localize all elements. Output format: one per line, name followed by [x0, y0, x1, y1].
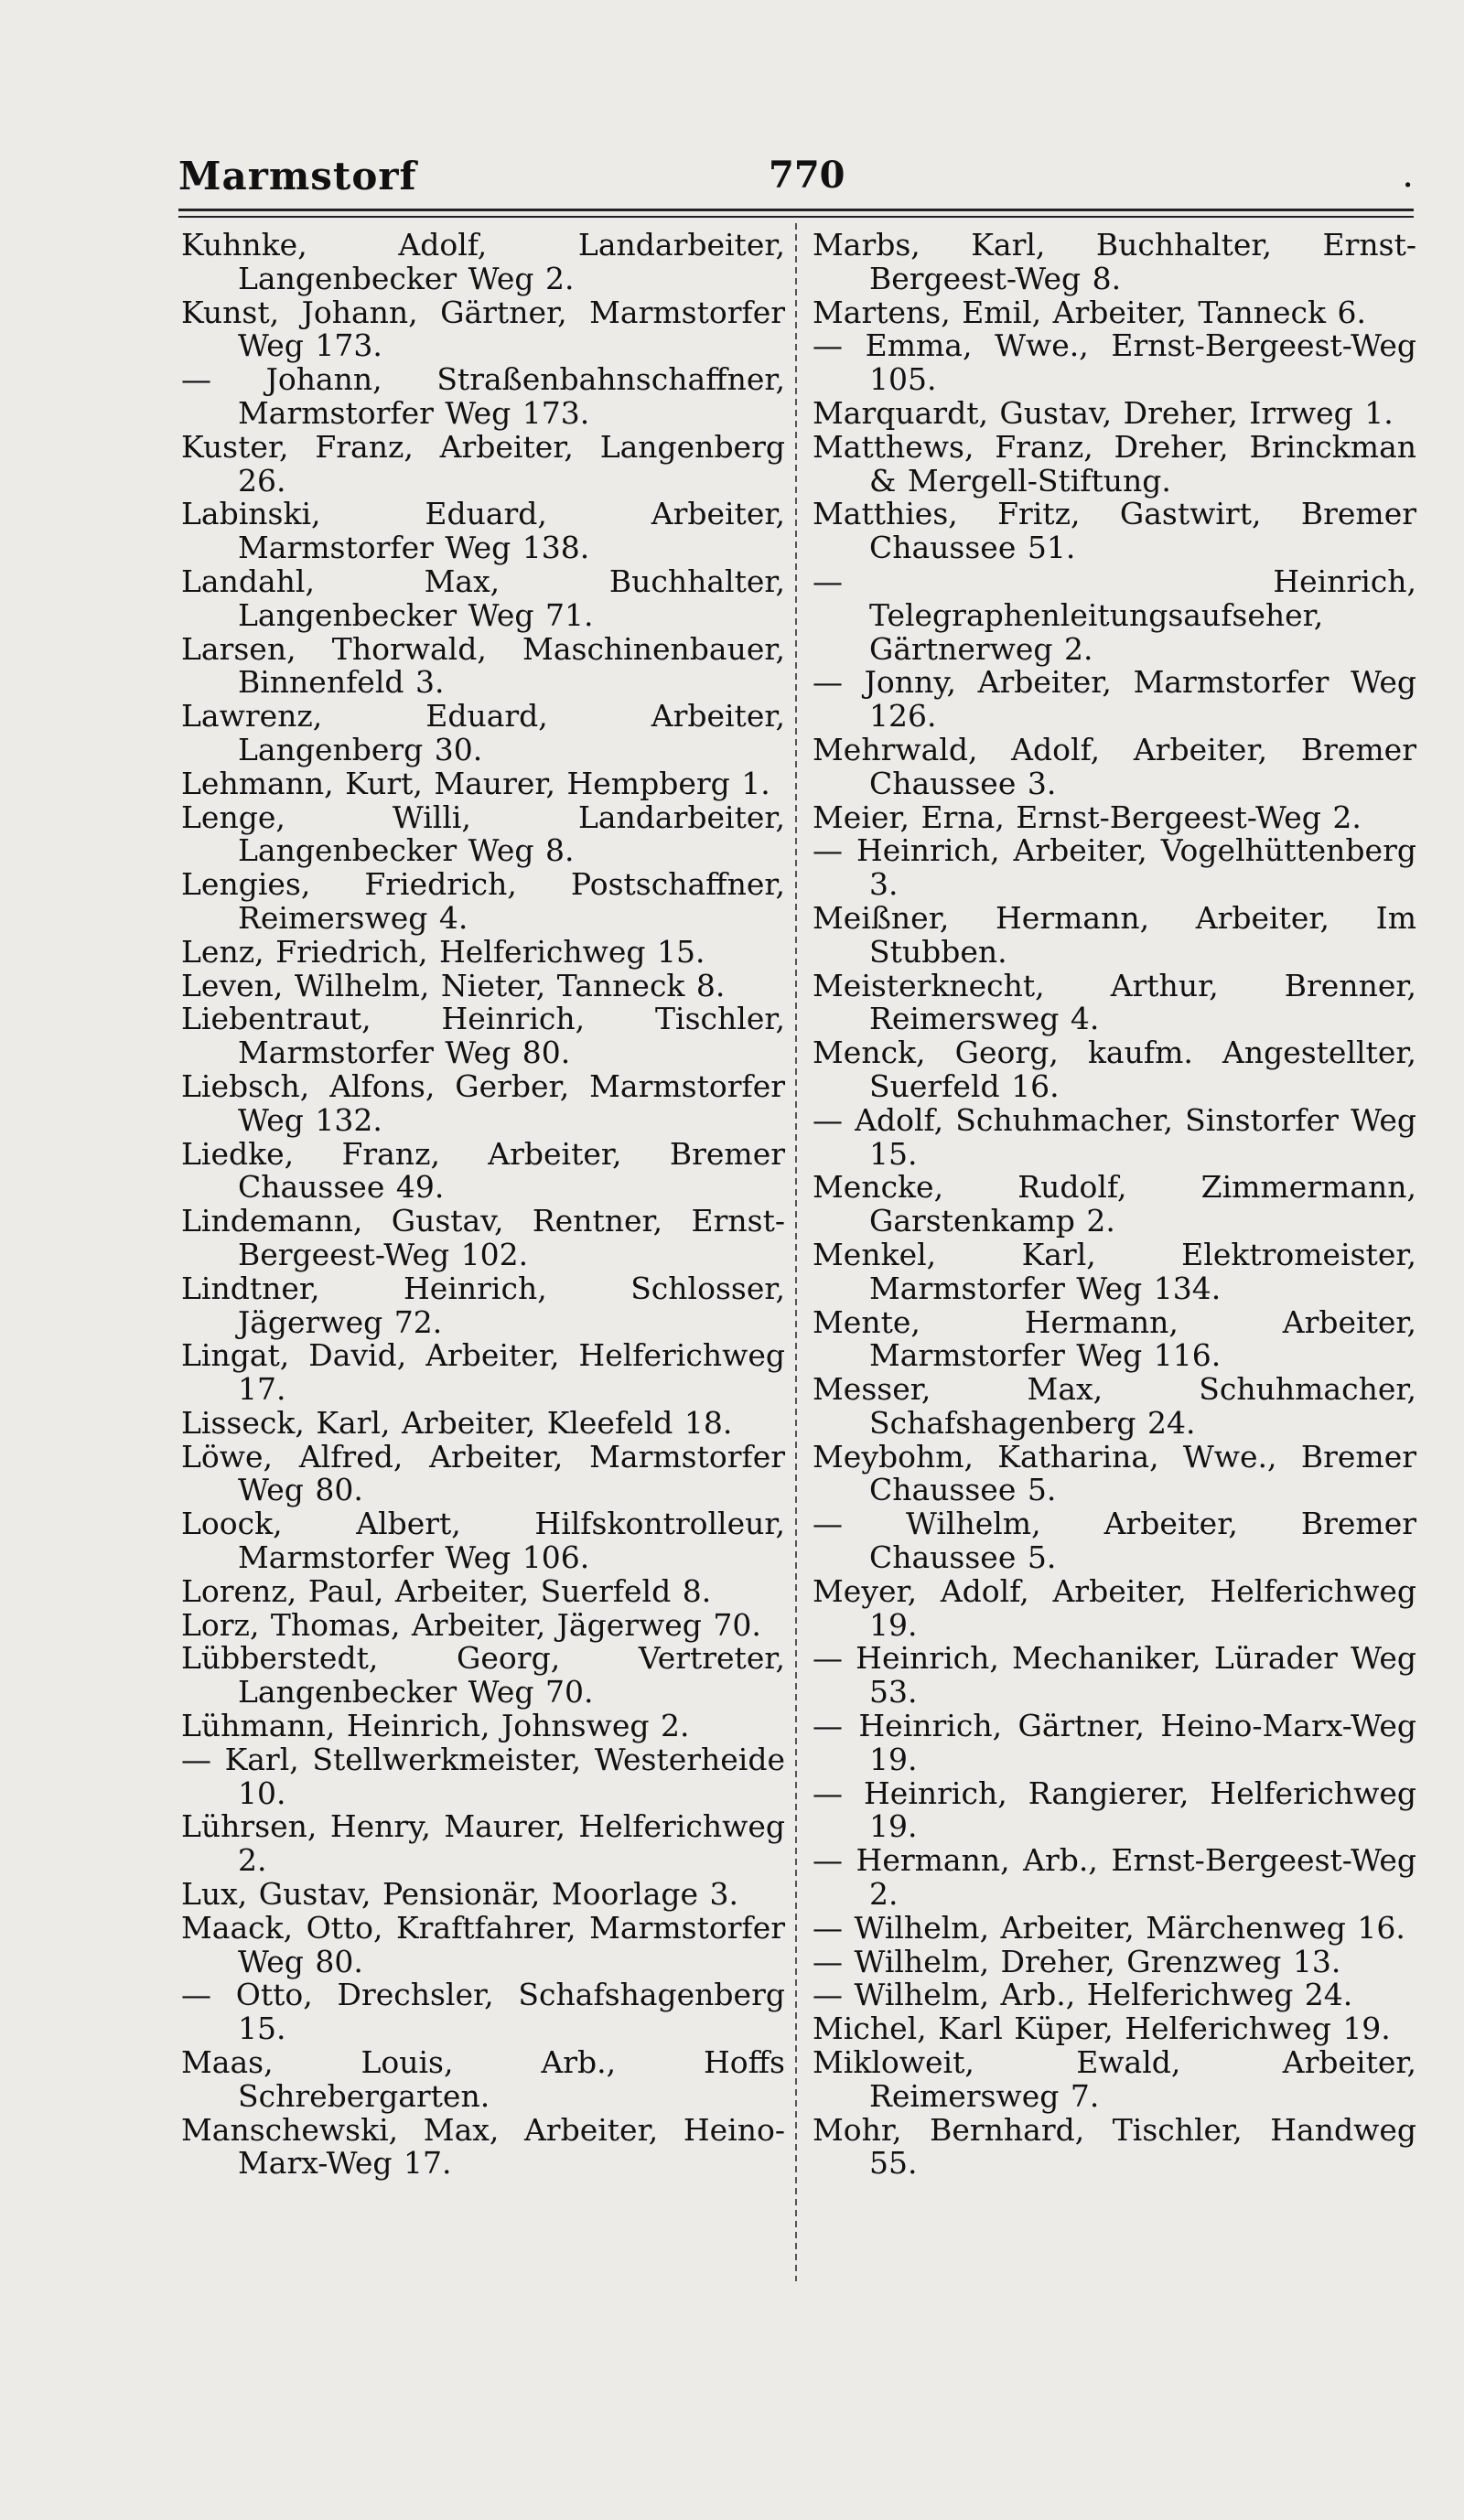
- directory-entry: Messer, Max, Schuhmacher, Schafshagenberg 24.: [813, 1371, 1416, 1441]
- directory-entry: Liebentraut, Heinrich, Tischler, Marmstorfer Weg 80.: [181, 1001, 785, 1071]
- directory-entry: Leven, Wilhelm, Nieter, Tanneck 8.: [181, 967, 726, 1003]
- directory-entry: Landahl, Max, Buchhalter, Langenbecker Weg 71.: [181, 563, 785, 633]
- directory-entry: Mikloweit, Ewald, Arbeiter, Reimersweg 7.: [813, 2044, 1416, 2114]
- directory-entry: — Johann, Straßenbahnschaffner, Marmstorfer Weg 173.: [181, 361, 785, 431]
- directory-entry: Lorz, Thomas, Arbeiter, Jägerweg 70.: [181, 1606, 761, 1643]
- directory-entry: Lorenz, Paul, Arbeiter, Suerfeld 8.: [181, 1572, 712, 1609]
- directory-entry: — Karl, Stellwerkmeister, Westerheide 10.: [181, 1741, 785, 1811]
- directory-entry: Meyer, Adolf, Arbeiter, Helferichweg 19.: [813, 1572, 1416, 1643]
- header-rule-top: [178, 209, 1414, 211]
- directory-entry: — Hermann, Arb., Ernst-Bergeest-Weg 2.: [813, 1842, 1416, 1913]
- page-header: [178, 154, 1414, 209]
- directory-entry: Maack, Otto, Kraftfahrer, Marmstorfer Weg 80.: [181, 1909, 785, 1979]
- directory-entry: Kuster, Franz, Arbeiter, Langenberg 26.: [181, 428, 785, 499]
- directory-entry: Meißner, Hermann, Arbeiter, Im Stubben.: [813, 899, 1416, 970]
- directory-entry: Meisterknecht, Arthur, Brenner, Reimersweg 4.: [813, 967, 1416, 1037]
- directory-entry: — Otto, Drechsler, Schafshagenberg 15.: [181, 1977, 785, 2047]
- running-head-place: Marmstorf: [178, 154, 417, 198]
- directory-entry: — Heinrich, Arbeiter, Vogelhüttenberg 3.: [813, 832, 1416, 903]
- directory-entry: — Wilhelm, Dreher, Grenzweg 13.: [813, 1943, 1341, 1979]
- directory-entry: Menkel, Karl, Elektromeister, Marmstorfer Weg 134.: [813, 1236, 1416, 1306]
- directory-entry: Mohr, Bernhard, Tischler, Handweg 55.: [813, 2111, 1416, 2182]
- directory-entry: Lenge, Willi, Landarbeiter, Langenbecker Weg 8.: [181, 799, 785, 869]
- directory-entry: — Heinrich, Rangierer, Helferichweg 19.: [813, 1775, 1416, 1845]
- directory-entry: Lindemann, Gustav, Rentner, Ernst-Bergeest-Weg 102.: [181, 1203, 785, 1272]
- directory-entry: Lührsen, Henry, Maurer, Helferichweg 2.: [181, 1808, 785, 1879]
- directory-entry: Mencke, Rudolf, Zimmermann, Garstenkamp 2.: [813, 1169, 1416, 1239]
- directory-entry: Lübberstedt, Georg, Vertreter, Langenbecker Weg 70.: [181, 1640, 785, 1710]
- directory-entry: Kuhnke, Adolf, Landarbeiter, Langenbecker Weg 2.: [181, 227, 785, 296]
- directory-entry: — Heinrich, Telegraphenleitungsaufseher, Gärtnerweg 2.: [813, 563, 1416, 667]
- directory-entry: — Heinrich, Gärtner, Heino-Marx-Weg 19.: [813, 1708, 1416, 1777]
- directory-entry: Liebsch, Alfons, Gerber, Marmstorfer Weg 132.: [181, 1067, 785, 1138]
- directory-entry: Matthews, Franz, Dreher, Brinckman & Mergell-Stiftung.: [813, 428, 1416, 499]
- directory-entry: Kunst, Johann, Gärtner, Marmstorfer Weg 173.: [181, 294, 785, 364]
- directory-entry: — Adolf, Schuhmacher, Sinstorfer Weg 15.: [813, 1101, 1416, 1172]
- directory-entry: Marbs, Karl, Buchhalter, Ernst-Bergeest-Weg 8.: [813, 227, 1416, 296]
- directory-entry: Lengies, Friedrich, Postschaffner, Reimersweg 4.: [181, 866, 785, 936]
- directory-entry: Menck, Georg, kaufm. Angestellter, Suerfeld 16.: [813, 1035, 1416, 1104]
- directory-entry: Mehrwald, Adolf, Arbeiter, Bremer Chaussee 3.: [813, 731, 1416, 801]
- header-rule-bottom: [178, 216, 1414, 218]
- directory-entry: — Jonny, Arbeiter, Marmstorfer Weg 126.: [813, 664, 1416, 735]
- directory-entry: Lingat, David, Arbeiter, Helferichweg 17.: [181, 1337, 785, 1408]
- directory-entry: Loock, Albert, Hilfskontrolleur, Marmstorfer Weg 106.: [181, 1506, 785, 1576]
- directory-entry: Lühmann, Heinrich, Johnsweg 2.: [181, 1708, 690, 1744]
- header-mark: .: [1402, 154, 1414, 196]
- left-column: [181, 229, 785, 2181]
- directory-entry: Lindtner, Heinrich, Schlosser, Jägerweg 72.: [181, 1270, 785, 1340]
- directory-entry: Lux, Gustav, Pensionär, Moorlage 3.: [181, 1876, 739, 1913]
- directory-entry: Matthies, Fritz, Gastwirt, Bremer Chaussee 51.: [813, 496, 1416, 566]
- directory-entry: Meier, Erna, Ernst-Bergeest-Weg 2.: [813, 799, 1362, 835]
- directory-entry: Liedke, Franz, Arbeiter, Bremer Chaussee 49.: [181, 1135, 785, 1206]
- directory-entry: Lehmann, Kurt, Maurer, Hempberg 1.: [181, 765, 770, 801]
- page-number: 770: [769, 154, 845, 197]
- directory-entry: Lawrenz, Eduard, Arbeiter, Langenberg 30.: [181, 698, 785, 767]
- directory-entry: Mente, Hermann, Arbeiter, Marmstorfer Weg 116.: [813, 1303, 1416, 1374]
- directory-entry: — Heinrich, Mechaniker, Lürader Weg 53.: [813, 1640, 1416, 1710]
- right-column: [813, 229, 1416, 2181]
- directory-entry: — Wilhelm, Arbeiter, Märchenweg 16.: [813, 1909, 1405, 1946]
- directory-entry: Löwe, Alfred, Arbeiter, Marmstorfer Weg 80.: [181, 1438, 785, 1508]
- directory-entry: Martens, Emil, Arbeiter, Tanneck 6.: [813, 294, 1367, 330]
- directory-entry: Lenz, Friedrich, Helferichweg 15.: [181, 933, 705, 970]
- directory-entry: — Wilhelm, Arb., Helferichweg 24.: [813, 1977, 1353, 2013]
- column-divider: [795, 223, 797, 2281]
- directory-entry: Maas, Louis, Arb., Hoffs Schrebergarten.: [181, 2044, 785, 2114]
- directory-entry: Labinski, Eduard, Arbeiter, Marmstorfer Weg 138.: [181, 496, 785, 566]
- directory-entry: Michel, Karl Küper, Helferichweg 19.: [813, 2011, 1391, 2047]
- directory-entry: Marquardt, Gustav, Dreher, Irrweg 1.: [813, 394, 1394, 431]
- directory-entry: Manschewski, Max, Arbeiter, Heino-Marx-Weg 17.: [181, 2111, 785, 2182]
- directory-entry: Meybohm, Katharina, Wwe., Bremer Chaussee 5.: [813, 1438, 1416, 1508]
- directory-entry: Lisseck, Karl, Arbeiter, Kleefeld 18.: [181, 1404, 733, 1441]
- directory-entry: Larsen, Thorwald, Maschinenbauer, Binnenfeld 3.: [181, 630, 785, 701]
- directory-entry: — Emma, Wwe., Ernst-Bergeest-Weg 105.: [813, 327, 1416, 398]
- directory-entry: — Wilhelm, Arbeiter, Bremer Chaussee 5.: [813, 1506, 1416, 1576]
